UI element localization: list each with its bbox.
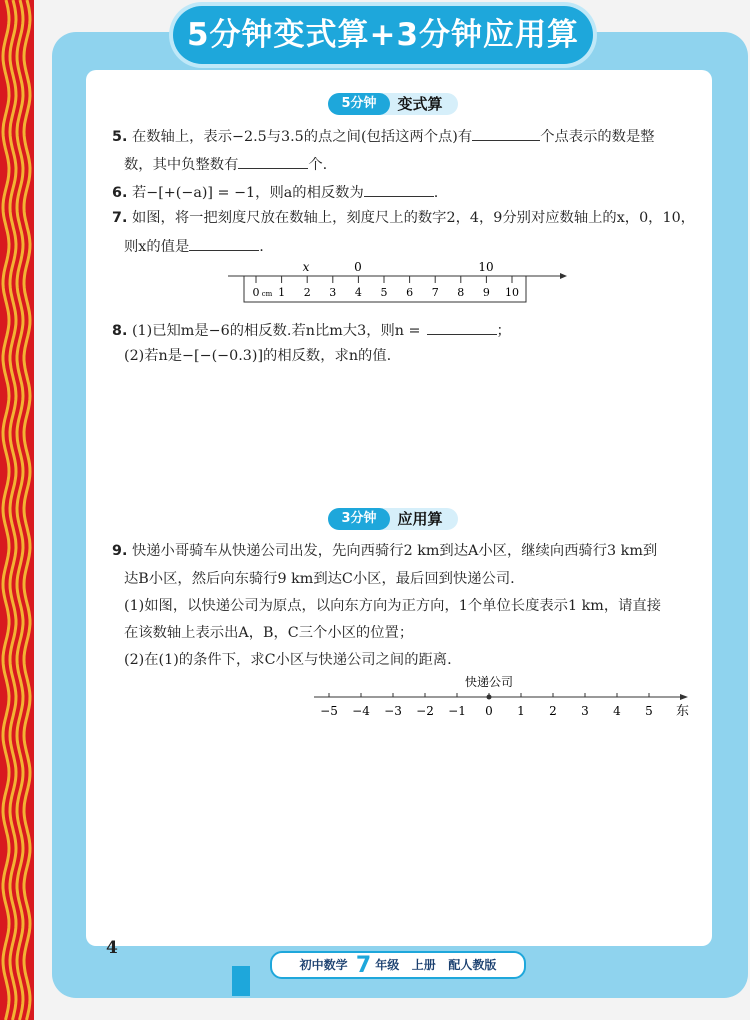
footer-subject: 初中数学	[299, 958, 348, 972]
numberline-tick-label: −4	[352, 704, 370, 718]
q9-text-1: 快递小哥骑车从快递公司出发，先向西骑行2 km到达A小区，继续向西骑行3 km到	[131, 543, 658, 559]
footer-grade: 7	[355, 953, 372, 978]
ribbon-wave	[10, 0, 16, 1020]
ruler-scale-label: 1	[278, 286, 286, 299]
ruler-scale-label: 4	[354, 286, 362, 299]
ruler-scale-label: 9	[482, 286, 490, 299]
q5-blank-2[interactable]	[238, 152, 308, 169]
q7-text-b: 则x的值是	[124, 239, 190, 255]
decorative-ribbon	[0, 0, 34, 1020]
q5-number: 5.	[112, 129, 128, 145]
ruler-label-0: 0	[354, 260, 362, 274]
book-footer	[270, 951, 526, 979]
q9-line2: 达B小区，然后向东骑行9 km到达C小区，最后回到快递公司.	[124, 571, 515, 587]
section-pill: 5分钟	[328, 93, 390, 115]
numberline-tick-label: −3	[384, 704, 402, 718]
ruler-label-x: x	[302, 260, 310, 274]
q8-text-b: ；	[496, 323, 511, 339]
q5-text-a: 在数轴上，表示−2.5与3.5的点之间(包括这两个点)有	[131, 129, 473, 145]
ribbon-wave	[17, 0, 23, 1020]
numberline-tick-label: 3	[581, 704, 589, 718]
page-number: 4	[106, 938, 118, 958]
numberline-figure	[300, 672, 700, 722]
q7-blank[interactable]	[189, 234, 259, 251]
q8-line2: (2)若n是−[−(−0.3)]的相反数，求n的值.	[124, 348, 392, 364]
numberline-tick-label: −5	[320, 704, 338, 718]
ruler-figure	[222, 258, 572, 308]
q5-blank-1[interactable]	[472, 124, 540, 141]
q7-line1	[112, 207, 695, 227]
q9-number: 9.	[112, 543, 128, 559]
numberline-tick-label: 1	[517, 704, 525, 718]
q8-blank[interactable]	[427, 318, 497, 335]
q6-number: 6.	[112, 185, 128, 201]
q6-text-b: .	[433, 185, 439, 201]
q5-text-b: 个点表示的数是整	[540, 129, 655, 145]
ribbon-wave	[24, 0, 30, 1020]
ruler-scale-label: 0	[252, 286, 260, 299]
q9-line4: 在该数轴上表示出A，B，C三个小区的位置；	[124, 625, 414, 641]
footer-term: 上册	[411, 958, 436, 972]
numberline-arrow	[560, 273, 567, 279]
ribbon-wave	[3, 0, 9, 1020]
ruler-cm-unit: cm	[261, 290, 273, 298]
section-header-variant	[328, 93, 468, 117]
ruler-scale-label: 8	[457, 286, 465, 299]
east-label: 东	[676, 704, 690, 719]
q6-line	[112, 180, 438, 202]
ribbon-wave-pattern	[0, 0, 34, 1020]
q8-number: 8.	[112, 323, 128, 339]
page-tab-marker	[232, 966, 250, 996]
q7-number: 7.	[112, 210, 128, 226]
q7-text-a: 如图，将一把刻度尺放在数轴上，刻度尺上的数字2，4，9分别对应数轴上的x，0，10，	[131, 210, 695, 226]
numberline-tick-label: 4	[613, 704, 621, 718]
q5-text-d: 个.	[308, 157, 328, 173]
section-header-application	[328, 508, 468, 532]
q9-line1	[112, 540, 657, 560]
q6-text-a: 若−[+(−a)] = −1，则a的相反数为	[131, 185, 364, 201]
ruler-scale-label: 6	[406, 286, 414, 299]
q7-text-c: .	[259, 239, 264, 255]
q7-line2	[124, 234, 264, 256]
footer-grade-suffix: 年级	[375, 958, 400, 972]
page-title: 5分钟变式算+3分钟应用算	[173, 6, 593, 64]
q6-blank[interactable]	[364, 180, 434, 197]
ruler-scale-label: 5	[380, 286, 388, 299]
q8-text-a: (1)已知m是−6的相反数.若n比m大3，则n =	[131, 323, 421, 339]
q5-line1	[112, 124, 655, 146]
section-label: 变式算	[382, 93, 458, 115]
section-pill: 3分钟	[328, 508, 390, 530]
q9-line3: (1)如图，以快递公司为原点，以向东方向为正方向，1个单位长度表示1 km，请直接	[124, 598, 662, 614]
q8-line1	[112, 318, 511, 340]
numberline-tick-label: 2	[549, 704, 557, 718]
ruler-scale-label: 2	[303, 286, 311, 299]
ruler-label-10: 10	[478, 260, 494, 274]
footer-edition: 配人教版	[448, 958, 497, 972]
ruler-scale-label: 10	[505, 286, 519, 299]
q9-line5: (2)在(1)的条件下，求C小区与快递公司之间的距离.	[124, 652, 452, 668]
ruler-scale-label: 3	[329, 286, 337, 299]
q5-line2	[124, 152, 327, 174]
numberline-tick-label: −2	[416, 704, 434, 718]
q5-text-c: 数，其中负整数有	[124, 157, 239, 173]
numberline-tick-label: 0	[485, 704, 493, 718]
numberline-arrow	[680, 694, 688, 700]
numberline-tick-label: 5	[645, 704, 653, 718]
origin-label: 快递公司	[464, 675, 514, 689]
ruler-scale-label: 7	[431, 286, 439, 299]
section-label: 应用算	[382, 508, 458, 530]
numberline-tick-label: −1	[448, 704, 466, 718]
